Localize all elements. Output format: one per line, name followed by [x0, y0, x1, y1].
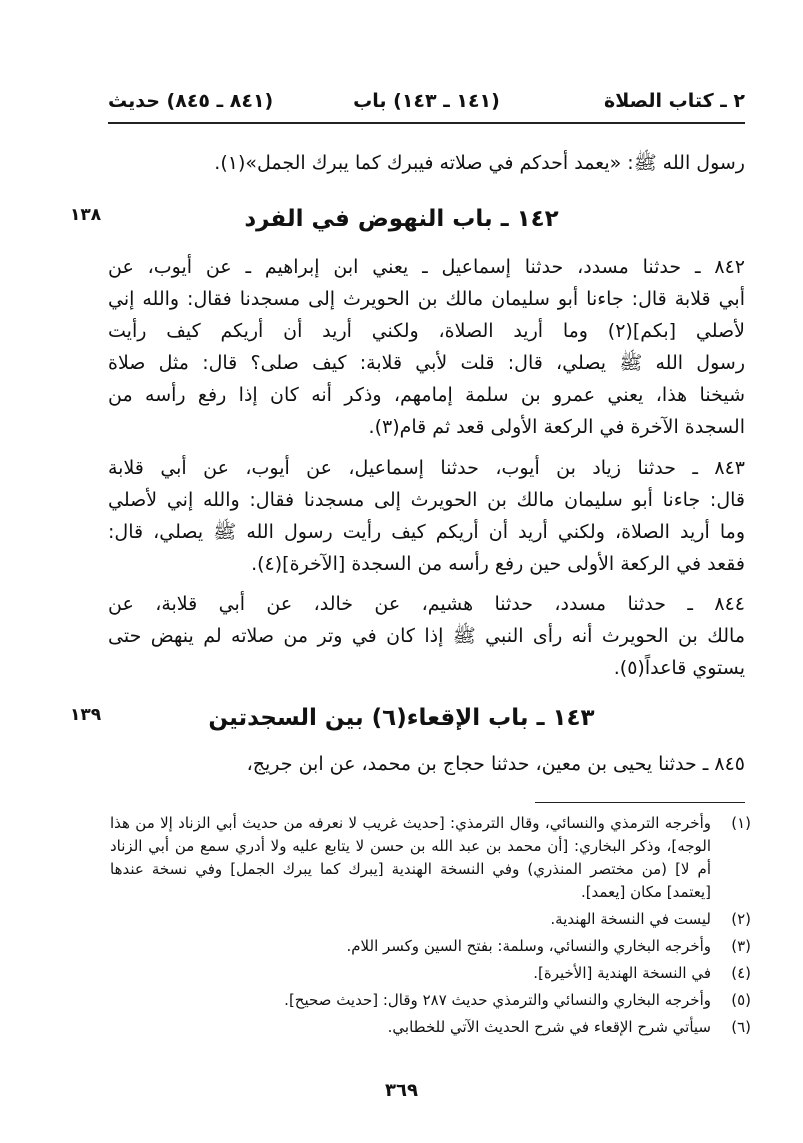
text-line: ٨٤٢ ـ حدثنا مسدد، حدثنا إسماعيل ـ يعني ابن إبراهيم ـ عن أيوب، عن — [108, 256, 745, 278]
footnote-number: (٥) — [731, 991, 751, 1009]
hadith-844 — [108, 588, 745, 684]
text-line: ٨٤٣ ـ حدثنا زياد بن أيوب، حدثنا إسماعيل، عن أيوب، عن أبي قلابة — [108, 457, 745, 479]
text-line: قال: جاءنا أبو سليمان مالك بن الحويرث إلى مسجدنا فقال: والله إني لأصلي — [108, 489, 745, 511]
text-line: رسول الله ﷺ يصلي، قال: قلت لأبي قلابة: كيف صلى؟ قال: مثل صلاة — [108, 352, 745, 374]
hadith-845 — [108, 748, 745, 780]
hadith-842 — [108, 251, 745, 443]
text-line: السجدة الآخرة في الركعة الأولى قعد ثم قام(٣). — [368, 416, 745, 438]
footnote — [110, 935, 751, 958]
running-header — [108, 88, 745, 124]
intro-line: رسول الله ﷺ: «يعمد أحدكم في صلاته فيبرك كما يبرك الجمل»(١). — [214, 152, 745, 174]
header-chapter-range: (١٤١ ـ ١٤٣) باب — [353, 90, 500, 112]
footnote-text: وأخرجه الترمذي والنسائي، وقال الترمذي: [حديث غريب لا نعرفه من حديث أبي الزناد إلا من هذا الوجه]، وذكر البخاري: [أن محمد بن عبد الله بن حسن لا يتابع عليه ولا أدري سمع من أبي الزناد أم لا] (من مختصر المنذري) وفي النسخة الهندية [يبرك كما يبرك الجمل] وفي نسخة عندها [يعتمد] مكان [يعمد]. — [110, 814, 711, 901]
footnote-number: (٢) — [731, 910, 751, 928]
footnote-text: ليست في النسخة الهندية. — [550, 910, 711, 928]
footnote-number: (٤) — [731, 964, 751, 982]
hadith-843 — [108, 452, 745, 580]
footnote — [110, 908, 751, 931]
page-number: ٣٦٩ — [385, 1080, 418, 1101]
margin-number: ١٣٩ — [70, 705, 102, 725]
header-hadith-range: (٨٤١ ـ ٨٤٥) حديث — [108, 90, 274, 112]
footnote-text: في النسخة الهندية [الأخيرة]. — [533, 964, 711, 982]
text-line: شيخنا هذا، يعني عمرو بن سلمة إمامهم، وذكر أنه كان إذا رفع رأسه من — [108, 384, 745, 406]
text-line: مالك بن الحويرث أنه رأى النبي ﷺ إذا كان في وتر من صلاته لم ينهض حتى — [108, 625, 745, 647]
text-line: لأصلي [بكم](٢) وما أريد الصلاة، ولكني أريد أن أريكم كيف رأيت — [108, 320, 745, 342]
footnotes — [110, 812, 751, 1043]
text-line: ٨٤٥ ـ حدثنا يحيى بن معين، حدثنا حجاج بن محمد، عن ابن جريج، — [246, 753, 745, 775]
footnote-divider — [535, 802, 745, 803]
chapter-title: ١٤٢ ـ باب النهوض في الفرد — [244, 206, 559, 232]
text-line: أبي قلابة قال: جاءنا أبو سليمان مالك بن الحويرث إلى مسجدنا فقال: والله إني — [108, 288, 745, 310]
text-line: فقعد في الركعة الأولى حين رفع رأسه من السجدة [الآخرة](٤). — [251, 553, 745, 575]
footnote-number: (١) — [731, 814, 751, 832]
footnote-text: وأخرجه البخاري والنسائي والترمذي حديث ٢٨٧ وقال: [حديث صحيح]. — [284, 991, 711, 1009]
text-line: يستوي قاعداً(٥). — [613, 657, 745, 679]
text-line: وما أريد الصلاة، ولكني أريد أن أريكم كيف رأيت رسول الله ﷺ يصلي، قال: — [108, 521, 745, 543]
footnote-text: وأخرجه البخاري والنسائي، وسلمة: بفتح السين وكسر اللام. — [346, 937, 711, 955]
footnote — [110, 812, 751, 904]
footnote-number: (٦) — [731, 1018, 751, 1036]
margin-number: ١٣٨ — [70, 205, 102, 225]
footnote — [110, 989, 751, 1012]
footnote — [110, 1016, 751, 1039]
header-book-title: ٢ ـ كتاب الصلاة — [604, 90, 745, 112]
footnote — [110, 962, 751, 985]
text-line: ٨٤٤ ـ حدثنا مسدد، حدثنا هشيم، عن خالد، عن أبي قلابة، عن — [108, 593, 745, 615]
chapter-title: ١٤٣ ـ باب الإقعاء(٦) بين السجدتين — [208, 705, 595, 731]
footnote-text: سيأتي شرح الإقعاء في شرح الحديث الآتي للخطابي. — [387, 1018, 711, 1036]
footnote-number: (٣) — [731, 937, 751, 955]
